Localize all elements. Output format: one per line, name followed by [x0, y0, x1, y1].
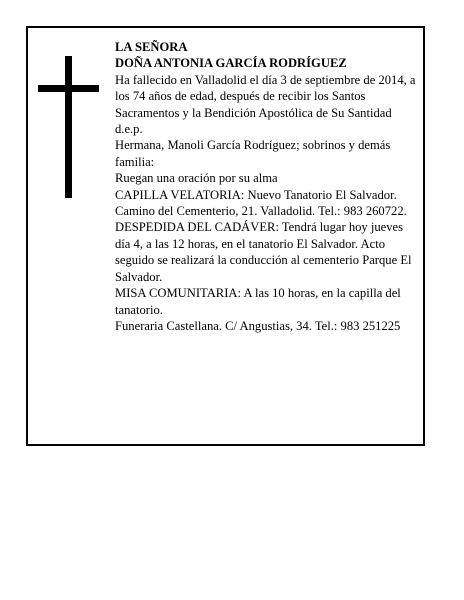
mass-info: MISA COMUNITARIA: A las 10 horas, en la capilla del tanatorio.	[115, 286, 401, 317]
cross-horizontal-bar	[38, 85, 99, 92]
deceased-name: DOÑA ANTONIA GARCÍA RODRÍGUEZ	[115, 56, 347, 71]
prayer-request: Ruegan una oración por su alma	[115, 171, 278, 186]
heading-title: LA SEÑORA	[115, 40, 188, 54]
death-details: Ha fallecido en Valladolid el día 3 de septiembre de 2014, a los 74 años de edad, después de recibir los Santos Sacramentos y la Bendición Apostólica de Su Santidad	[115, 72, 416, 120]
funeral-home-info: Funeraria Castellana. C/ Angustias, 34. Tel.: 983 251225	[115, 318, 401, 333]
chapel-info: CAPILLA VELATORIA: Nuevo Tanatorio El Salvador. Camino del Cementerio, 21. Valladolid. Tel.: 983 260722.	[115, 187, 407, 219]
notice-text	[115, 39, 421, 334]
cross-vertical-bar	[65, 56, 72, 198]
farewell-info: DESPEDIDA DEL CADÁVER: Tendrá lugar hoy jueves día 4, a las 12 horas, en el tanatorio El Salvador. Acto seguido se realizará la conducción al cementerio Parque El Salvador.	[115, 220, 412, 284]
family-text: Hermana, Manoli García Rodríguez; sobrinos y demás familia:	[115, 138, 391, 169]
dep-text: d.e.p.	[115, 122, 143, 137]
obituary-notice	[26, 26, 425, 446]
